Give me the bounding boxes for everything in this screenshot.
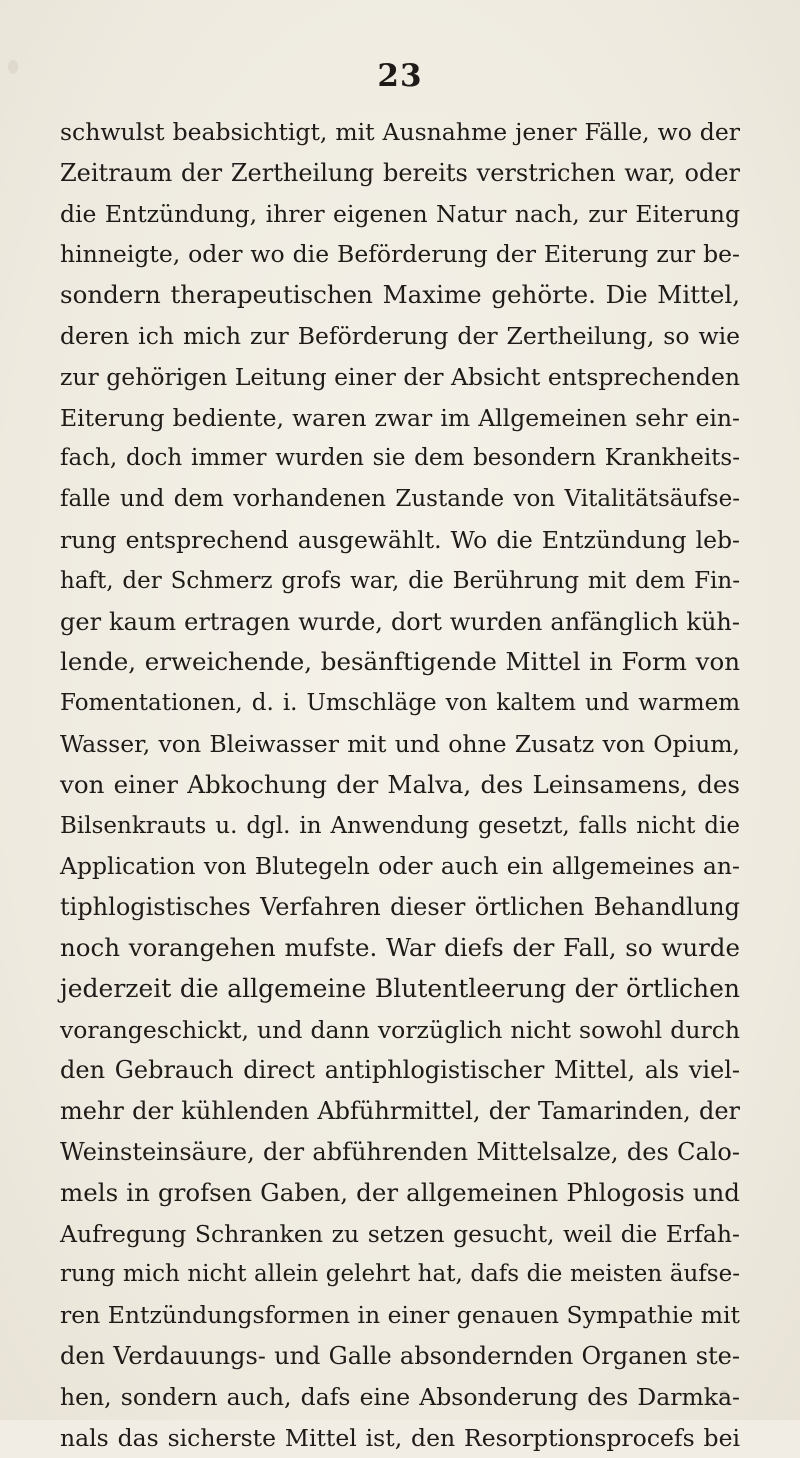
text-line: von einer Abkochung der Malva, des Leinsamens, des bbox=[60, 765, 740, 806]
text-line: hinneigte, oder wo die Beförderung der Eiterung zur be- bbox=[60, 234, 740, 275]
text-line: sondern therapeutischen Maxime gehörte. Die Mittel, bbox=[60, 275, 740, 316]
text-line: Weinsteinsäure, der abführenden Mittelsalze, des Calo- bbox=[60, 1132, 740, 1173]
page-number: 23 bbox=[0, 58, 800, 94]
text-line: Bilsenkrauts u. dgl. in Anwendung gesetzt, falls nicht die bbox=[60, 806, 740, 847]
text-line: schwulst beabsichtigt, mit Ausnahme jener Fälle, wo der bbox=[60, 112, 740, 153]
text-line: Zeitraum der Zertheilung bereits verstrichen war, oder bbox=[60, 153, 740, 194]
text-line: Fomentationen, d. i. Umschläge von kaltem und warmem bbox=[60, 683, 740, 724]
text-line: den Verdauungs- und Galle absondernden Organen ste- bbox=[60, 1336, 740, 1377]
text-line: ger kaum ertragen wurde, dort wurden anfänglich küh- bbox=[60, 602, 740, 643]
text-line: noch vorangehen mufste. War diefs der Fall, so wurde bbox=[60, 928, 740, 969]
text-line: hen, sondern auch, dafs eine Absonderung des Darmka- bbox=[60, 1377, 740, 1418]
text-line: Aufregung Schranken zu setzen gesucht, weil die Erfah- bbox=[60, 1214, 740, 1255]
text-line: vorangeschickt, und dann vorzüglich nicht sowohl durch bbox=[60, 1010, 740, 1051]
text-line: rung entsprechend ausgewählt. Wo die Entzündung leb- bbox=[60, 520, 740, 561]
text-line: mels in grofsen Gaben, der allgemeinen Phlogosis und bbox=[60, 1173, 740, 1214]
text-line: fach, doch immer wurden sie dem besondern Krankheits- bbox=[60, 438, 740, 479]
text-line: Eiterung bediente, waren zwar im Allgemeinen sehr ein- bbox=[60, 398, 740, 439]
body-text bbox=[60, 112, 740, 1458]
text-line: mehr der kühlenden Abführmittel, der Tamarinden, der bbox=[60, 1091, 740, 1132]
text-line: lende, erweichende, besänftigende Mittel in Form von bbox=[60, 642, 740, 683]
text-line: jederzeit die allgemeine Blutentleerung der örtlichen bbox=[60, 969, 740, 1010]
text-line: die Entzündung, ihrer eigenen Natur nach, zur Eiterung bbox=[60, 194, 740, 235]
text-line: rung mich nicht allein gelehrt hat, dafs die meisten äufse- bbox=[60, 1254, 740, 1295]
text-line: tiphlogistisches Verfahren dieser örtlichen Behandlung bbox=[60, 887, 740, 928]
text-line: nals das sicherste Mittel ist, den Resorptionsprocefs bei bbox=[60, 1418, 740, 1458]
text-line: deren ich mich zur Beförderung der Zertheilung, so wie bbox=[60, 316, 740, 357]
text-line: Application von Blutegeln oder auch ein allgemeines an- bbox=[60, 846, 740, 887]
text-line: ren Entzündungsformen in einer genauen Sympathie mit bbox=[60, 1295, 740, 1336]
text-line: zur gehörigen Leitung einer der Absicht entsprechenden bbox=[60, 357, 740, 398]
text-line: haft, der Schmerz grofs war, die Berührung mit dem Fin- bbox=[60, 561, 740, 602]
text-line: Wasser, von Bleiwasser mit und ohne Zusatz von Opium, bbox=[60, 724, 740, 765]
text-line: falle und dem vorhandenen Zustande von Vitalitätsäufse- bbox=[60, 479, 740, 520]
text-line: den Gebrauch direct antiphlogistischer Mittel, als viel- bbox=[60, 1050, 740, 1091]
